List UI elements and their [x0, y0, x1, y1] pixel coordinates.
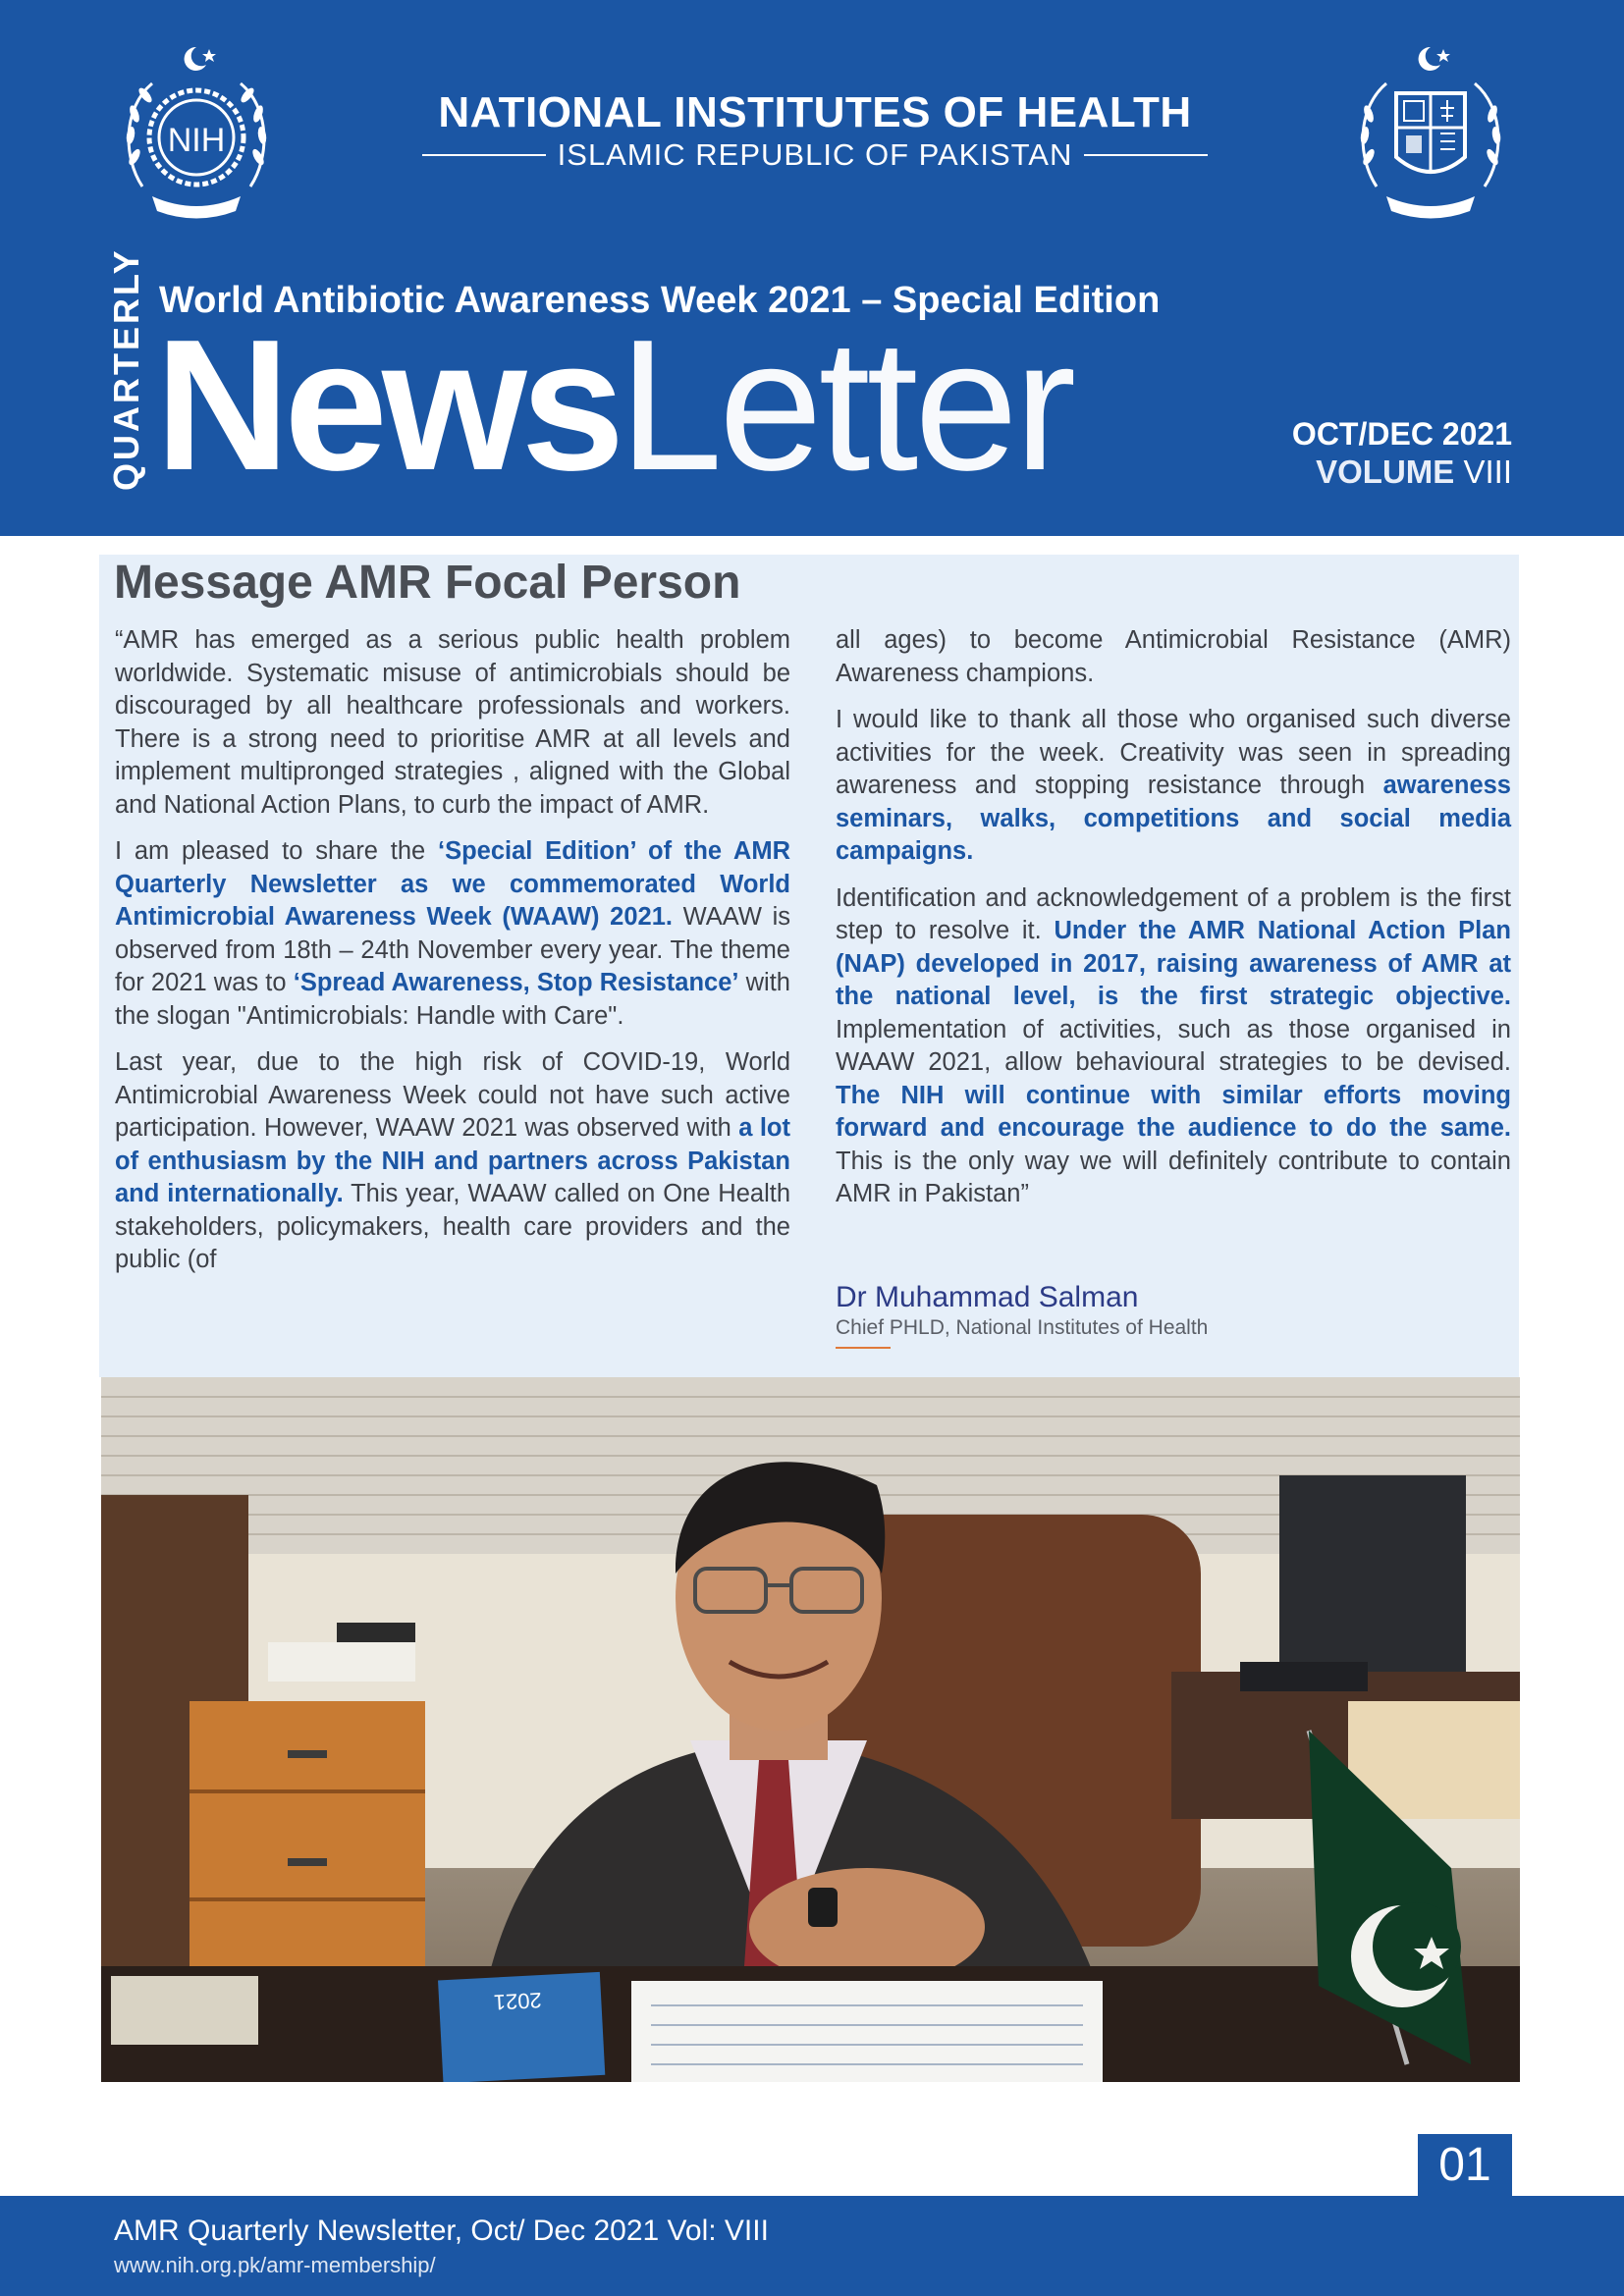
- footer-title: AMR Quarterly Newsletter, Oct/ Dec 2021 Vol: VIII: [114, 2215, 769, 2247]
- text-run: Last year, due to the high risk of COVID-19, World Antimicrobial Awareness Week could not have such active participation. However, WAAW 2021 was observed with: [115, 1048, 790, 1142]
- highlight-text: ‘Spread Awareness, Stop Resistance’: [293, 969, 739, 996]
- page-number: 01: [1418, 2134, 1512, 2197]
- message-left-column: [115, 624, 790, 1291]
- wordmark-news: News: [155, 301, 620, 509]
- text-run: WAAW is observed from 18th – 24th November every year. The theme for 2021 was to: [115, 903, 790, 996]
- signatory-name: Dr Muhammad Salman: [836, 1281, 1139, 1313]
- org-subtitle: ISLAMIC REPUBLIC OF PAKISTAN: [557, 137, 1073, 172]
- newsletter-wordmark: [155, 301, 1073, 509]
- masthead-banner: [0, 0, 1624, 536]
- svg-text:NIH: NIH: [167, 122, 226, 159]
- footer-bar: [0, 2196, 1624, 2296]
- org-subtitle-row: [422, 137, 1208, 173]
- signature-accent-rule: [836, 1347, 891, 1349]
- paragraph: [115, 1046, 790, 1277]
- paragraph: [115, 835, 790, 1033]
- issue-volume: [1316, 454, 1512, 491]
- text-run: with the slogan "Antimicrobials: Handle with Care".: [115, 969, 790, 1030]
- message-right-column: [836, 624, 1511, 1225]
- paragraph: [836, 882, 1511, 1211]
- highlight-text: awareness seminars, walks, competitions and social media campaigns.: [836, 772, 1511, 865]
- office-portrait-photo: [101, 1377, 1520, 2082]
- text-run: I would like to thank all those who organised such diverse activities for the week. Creativity was seen in spreading awareness and stopping resistance through: [836, 706, 1511, 799]
- highlight-text: ‘Special Edition’ of the AMR Quarterly Newsletter as we commemorated World Antimicrobial Awareness Week (WAAW) 2021.: [115, 837, 791, 931]
- photo-illustration: [101, 1377, 1520, 2082]
- text-run: This is the only way we will definitely contribute to contain AMR in Pakistan”: [836, 1147, 1511, 1207]
- wordmark-letter: Letter: [619, 301, 1073, 509]
- highlight-text: a lot of enthusiasm by the NIH and partners across Pakistan and internationally.: [115, 1114, 790, 1207]
- paragraph: [836, 704, 1511, 869]
- divider-rule: [422, 154, 546, 156]
- signatory-role: Chief PHLD, National Institutes of Health: [836, 1316, 1209, 1339]
- paragraph: all ages) to become Antimicrobial Resistance (AMR) Awareness champions.: [836, 626, 1511, 687]
- org-title: NATIONAL INSTITUTES OF HEALTH: [438, 88, 1192, 136]
- highlight-text: The NIH will continue with similar efforts moving forward and encourage the audience to do the same.: [836, 1081, 1511, 1142]
- volume-label: VOLUME: [1316, 454, 1455, 490]
- volume-number: VIII: [1463, 454, 1512, 490]
- book-label: 2021: [493, 1988, 543, 2015]
- paragraph: “AMR has emerged as a serious public health problem worldwide. Systematic misuse of antimicrobials should be discouraged by all healthcare professionals and workers. There is a strong need to prioritise AMR at all levels and implement multipronged strategies , aligned with the Global and National Action Plans, to curb the impact of AMR.: [115, 626, 790, 819]
- quarterly-vertical-label: QUARTERLY: [106, 247, 146, 491]
- highlight-text: Under the AMR National Action Plan (NAP) developed in 2017, raising awareness of AMR at the national level, is the first strategic objective.: [836, 917, 1511, 1010]
- nih-emblem-icon: [113, 39, 280, 236]
- issue-date: OCT/DEC 2021: [1291, 416, 1512, 452]
- divider-rule: [1084, 154, 1208, 156]
- text-run: I am pleased to share the: [115, 837, 438, 865]
- message-title: Message AMR Focal Person: [114, 557, 741, 609]
- footer-url-link[interactable]: www.nih.org.pk/amr-membership/: [114, 2253, 436, 2277]
- edition-title: World Antibiotic Awareness Week 2021 – Special Edition: [159, 280, 1161, 321]
- text-run: Implementation of activities, such as those organised in WAAW 2021, allow behavioural strategies to be devised.: [836, 1015, 1511, 1076]
- text-run: Identification and acknowledgement of a problem is the first step to resolve it.: [836, 883, 1511, 944]
- pakistan-state-emblem-icon: [1347, 39, 1514, 236]
- text-run: This year, WAAW called on One Health stakeholders, policymakers, health care providers and the public (of: [115, 1180, 791, 1273]
